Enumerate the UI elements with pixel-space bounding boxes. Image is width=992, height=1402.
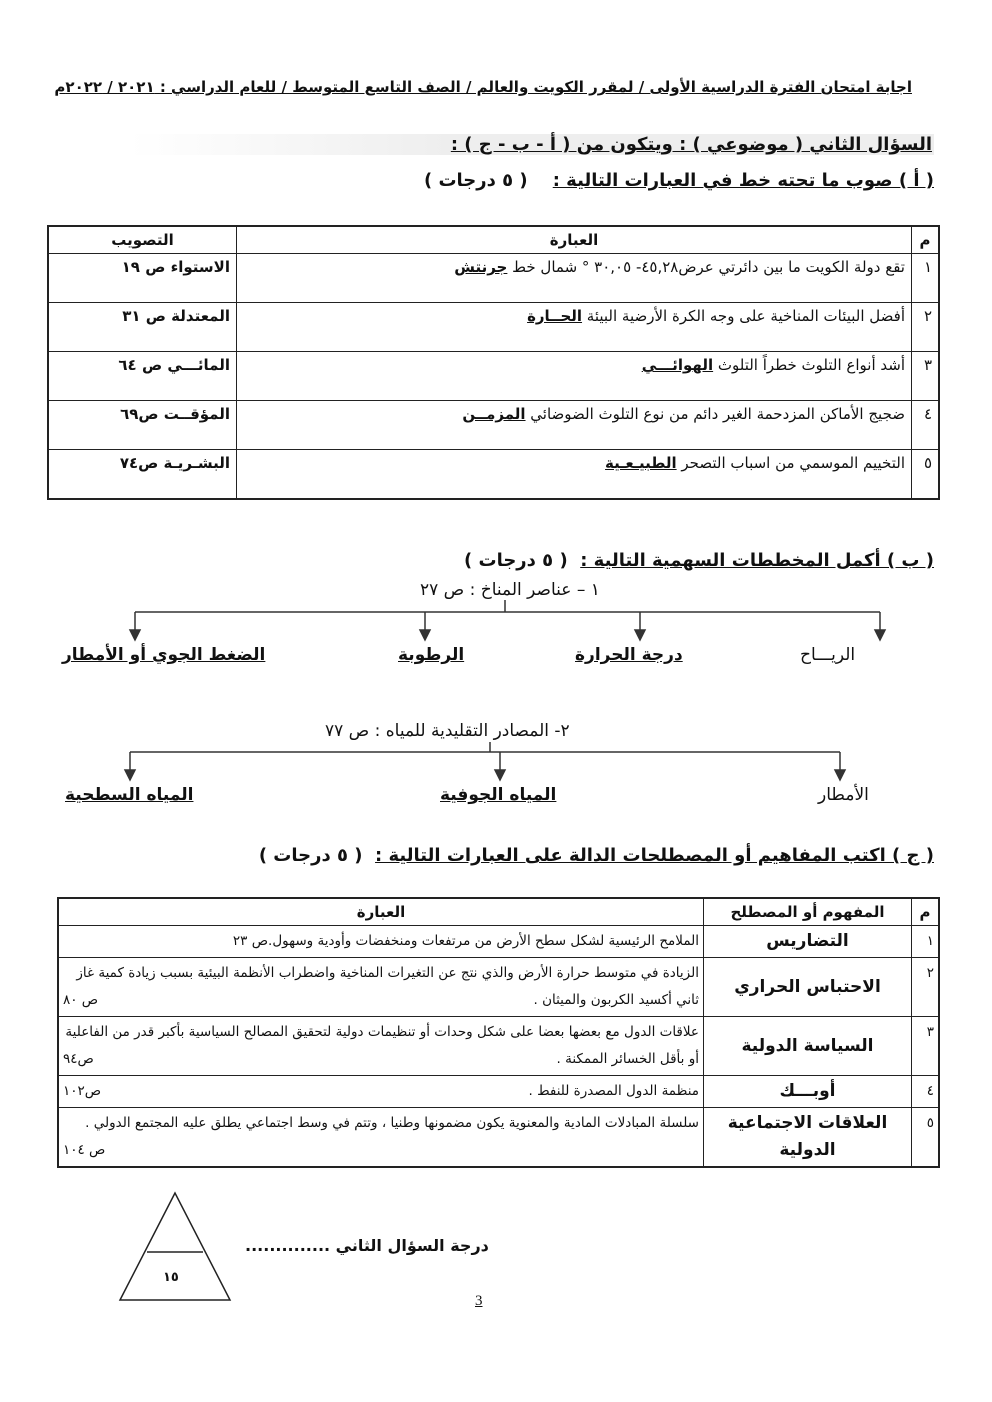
diagram1-item-3: الرطوبة xyxy=(398,645,465,665)
part-c-instruction: ( ج ) اكتب المفاهيم أو المصطلحات الدالة على العبارات التالية : xyxy=(375,845,934,866)
row-correction: البشـريـة ص٧٤ xyxy=(48,450,237,500)
statement-text: ضجيج الأماكن المزدحمة الغير دائم من نوع التلوث الضوضائي xyxy=(525,405,905,423)
row-statement xyxy=(58,1108,704,1168)
col-statement: العبارة xyxy=(58,898,704,926)
score-total: ١٥ xyxy=(163,1270,179,1285)
table-header-row xyxy=(58,898,939,926)
question-title: السؤال الثاني ( موضوعي ) : ويتكون من ( أ - ب - ج ) : xyxy=(130,134,934,155)
table-row xyxy=(58,1108,939,1168)
part-a-marks: ( ٥ درجات ) xyxy=(423,170,528,191)
row-correction: المؤقــت ص٦٩ xyxy=(48,401,237,450)
row-term: العلاقات الاجتماعية الدولية xyxy=(704,1108,912,1168)
statement-text: أشد أنواع التلوث خطراً التلوث xyxy=(713,356,905,374)
row-num: ٣ xyxy=(912,1017,940,1076)
row-term: التضاريس xyxy=(704,926,912,958)
question-score-label: درجة السؤال الثاني .............. xyxy=(245,1236,489,1255)
col-correction: التصويب xyxy=(48,226,237,254)
page-ref: ص ١٠٤ xyxy=(63,1142,106,1158)
statement-text: أفضل البيئات المناخية على وجه الكرة الأرضية البيئة xyxy=(582,307,905,325)
row-statement xyxy=(58,1076,704,1108)
table-row xyxy=(58,1076,939,1108)
exam-header: اجابة امتحان الفترة الدراسية الأولى / لمقرر الكويت والعالم / الصف التاسع المتوسط / للعام الدراسي : ٢٠٢١ / ٢٠٢٢م xyxy=(54,78,912,96)
page-ref: ص ٨٠ xyxy=(63,992,99,1008)
row-statement xyxy=(58,958,704,1017)
table-row xyxy=(58,1017,939,1076)
row-num: ٤ xyxy=(912,1076,940,1108)
underlined-term: الطبيـعـية xyxy=(605,454,677,472)
row-num: ٤ xyxy=(912,401,940,450)
diagram1-item-1: الريـــاح xyxy=(800,645,856,665)
statement-text: الزيادة في متوسط حرارة الأرض والذي نتج عن التغيرات المناخية واضطراب الأنظمة البيئية بسبب زيادة كمية غاز ثاني أكسيد الكربون والميثان . xyxy=(76,965,699,1008)
statement-text: الملامح الرئيسية لشكل سطح الأرض من مرتفعات ومنخفضات وأودية وسهول.ص ٢٣ xyxy=(232,933,699,949)
col-num: م xyxy=(912,898,940,926)
underlined-term: الهوائـــي xyxy=(641,356,714,374)
row-num: ٥ xyxy=(912,450,940,500)
part-c-title xyxy=(259,845,934,866)
page-ref: ص١٠٢ xyxy=(63,1083,102,1099)
diagram1-item-4: الضغط الجوي أو الأمطار xyxy=(62,645,266,665)
underlined-term: جرنتش xyxy=(454,258,508,276)
part-a-instruction: ( أ ) صوب ما تحته خط في العبارات التالية : xyxy=(552,170,934,191)
row-statement xyxy=(58,1017,704,1076)
row-term: السياسة الدولية xyxy=(704,1017,912,1076)
row-num: ١ xyxy=(912,926,940,958)
part-c-table xyxy=(57,897,940,1168)
part-b-instruction: ( ب ) أكمل المخططات السهمية التالية : xyxy=(580,550,934,571)
page-ref: ص٩٤ xyxy=(63,1051,94,1067)
row-num: ١ xyxy=(912,254,940,303)
col-num: م xyxy=(912,226,940,254)
row-statement xyxy=(58,926,704,958)
diagram2-label: ٢- المصادر التقليدية للمياه : ص ٧٧ xyxy=(325,721,570,741)
row-num: ٢ xyxy=(912,303,940,352)
row-correction: الاستواء ص ١٩ xyxy=(48,254,237,303)
row-correction: المائـــي ص ٦٤ xyxy=(48,352,237,401)
diagram2-item-3: المياه السطحية xyxy=(65,785,194,805)
row-correction: المعتدلة ص ٣١ xyxy=(48,303,237,352)
row-num: ٢ xyxy=(912,958,940,1017)
table-row xyxy=(58,926,939,958)
statement-text: منظمة الدول المصدرة للنفط . xyxy=(528,1083,699,1099)
col-statement: العبارة xyxy=(237,226,912,254)
underlined-term: المزمــن xyxy=(462,405,526,423)
diagram2-item-1: الأمطار xyxy=(818,785,869,805)
row-term: أوبـــك xyxy=(704,1076,912,1108)
page-number: 3 xyxy=(475,1293,483,1309)
underlined-term: الحــارة xyxy=(527,307,583,325)
row-num: ٥ xyxy=(912,1108,940,1168)
diagram1-label: ١ – عناصر المناخ : ص ٢٧ xyxy=(420,580,600,600)
row-num: ٣ xyxy=(912,352,940,401)
diagram2-item-2: المياه الجوفية xyxy=(440,785,557,805)
statement-text: علاقات الدول مع بعضها بعضا على شكل وحدات أو تنظيمات دولية لتحقيق المصالح السياسية بأكبر قدر من الفاعلية أو بأقل الخسائر الممكنة . xyxy=(65,1024,699,1067)
diagram1-item-2: درجة الحرارة xyxy=(575,645,683,665)
statement-text: سلسلة المبادلات المادية والمعنوية يكون مضمونها وطنيا ، وتتم في وسط اجتماعي يطلق عليه المجتمع الدولي . xyxy=(85,1115,699,1131)
table-row xyxy=(58,958,939,1017)
part-b-marks: ( ٥ درجات ) xyxy=(463,550,568,571)
statement-text: تقع دولة الكويت ما بين دائرتي عرض٤٥,٢٨- ٣٠,٠٥ ° شمال خط xyxy=(507,258,905,276)
col-term: المفهوم أو المصطلح xyxy=(704,898,912,926)
row-term: الاحتباس الحراري xyxy=(704,958,912,1017)
part-c-marks: ( ٥ درجات ) xyxy=(258,845,363,866)
statement-text: التخييم الموسمي من اسباب التصحر xyxy=(676,454,905,472)
